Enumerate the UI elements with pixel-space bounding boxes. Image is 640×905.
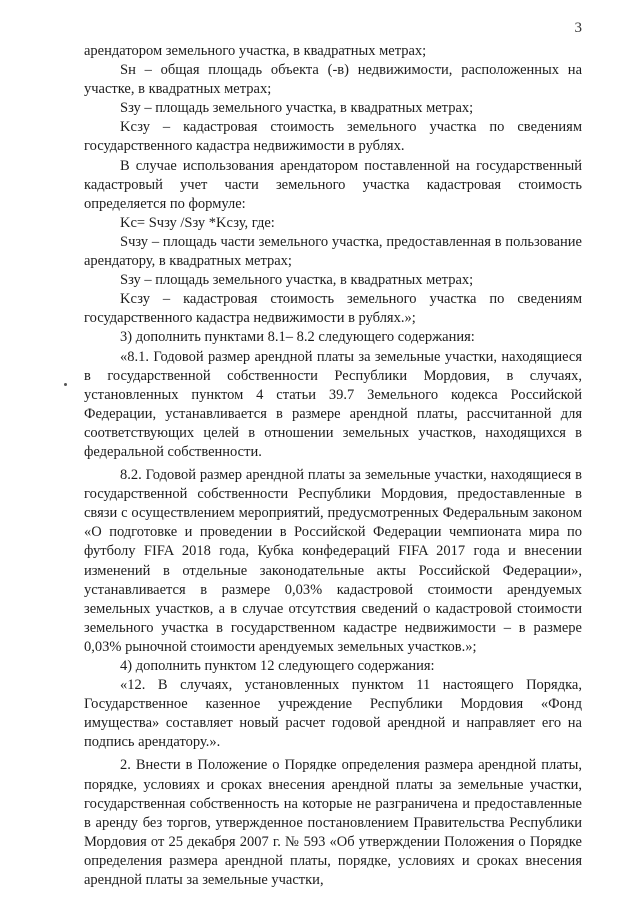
paragraph: арендатором земельного участка, в квадратных метрах;	[84, 43, 427, 59]
paragraph: Sчзу – площадь части земельного участка, предоставленная в пользование арендатору, в квадратных метрах;	[84, 233, 582, 270]
paragraph: «8.1. Годовой размер арендной платы за земельные участки, находящиеся в государственной собственности Республики Мордовия, в случаях, установленных пунктом 4 статьи 39.7 Земельного кодекса Российской Федерации, устанавливается в размере арендной платы, рассчитанной для соответствующих целей в отношении земельных участков, находящихся в федеральной собственности.	[84, 348, 582, 460]
paragraph: «12. В случаях, установленных пунктом 11 настоящего Порядка, Государственное казенное учреждение Республики Мордовия «Фонд имущества» составляет новый расчет годовой арендной и направляет его на подпись арендатору.».	[84, 677, 582, 751]
paragraph: 2. Внести в Положение о Порядке определения размера арендной платы, порядке, условиях и сроках внесения арендной платы за земельные участки, государственная собственность на которые не разграничена и предоставленные в аренду без торгов, утвержденное постановлением Правительства Республики Мордовия от 25 декабря 2007 г. № 593 «Об утверждении Положения о Порядке определения размера арендной платы, порядке, условиях и сроках внесения арендной платы за земельные участки,	[84, 757, 582, 889]
paragraph: 8.2. Годовой размер арендной платы за земельные участки, находящиеся в государственной собственности Республики Мордовия, предоставленные в связи с осуществлением мероприятий, предусмотренных Федеральным законом «О подготовке и проведении в Российской Федерации чемпионата мира по футболу FIFA 2018 года, Кубка конфедераций FIFA 2017 года и внесении изменений в отдельные законодательные акты Российской Федерации», устанавливается в размере 0,03% кадастровой стоимости арендуемых земельных участков, а в случае отсутствия сведений о кадастровой стоимости земельного участка в государственном кадастре недвижимости – в размере 0,03% рыночной стоимости арендуемых земельных участков.»;	[84, 467, 582, 655]
document-body	[84, 42, 582, 890]
paragraph: 4) дополнить пунктом 12 следующего содержания:	[120, 658, 435, 674]
paragraph: Sн – общая площадь объекта (-в) недвижимости, расположенных на участке, в квадратных метрах;	[84, 62, 582, 98]
paragraph: Kсзу – кадастровая стоимость земельного участка по сведениям государственного кадастра недвижимости в рублях.	[84, 119, 582, 155]
margin-mark	[64, 383, 67, 386]
paragraph: Sзу – площадь земельного участка, в квадратных метрах;	[120, 272, 474, 289]
page-number: 3	[574, 20, 582, 36]
paragraph: Kс= Sчзу /Sзу *Kсзу, где:	[120, 214, 275, 231]
paragraph: Sзу – площадь земельного участка, в квадратных метрах;	[120, 100, 474, 117]
paragraph: Kсзу – кадастровая стоимость земельного участка по сведениям государственного кадастра недвижимости в рублях.»;	[84, 291, 582, 327]
paragraph: 3) дополнить пунктами 8.1– 8.2 следующего содержания:	[120, 329, 475, 346]
paragraph: В случае использования арендатором поставленной на государственный кадастровый учет части земельного участка кадастровая стоимость определяется по формуле:	[84, 157, 582, 212]
